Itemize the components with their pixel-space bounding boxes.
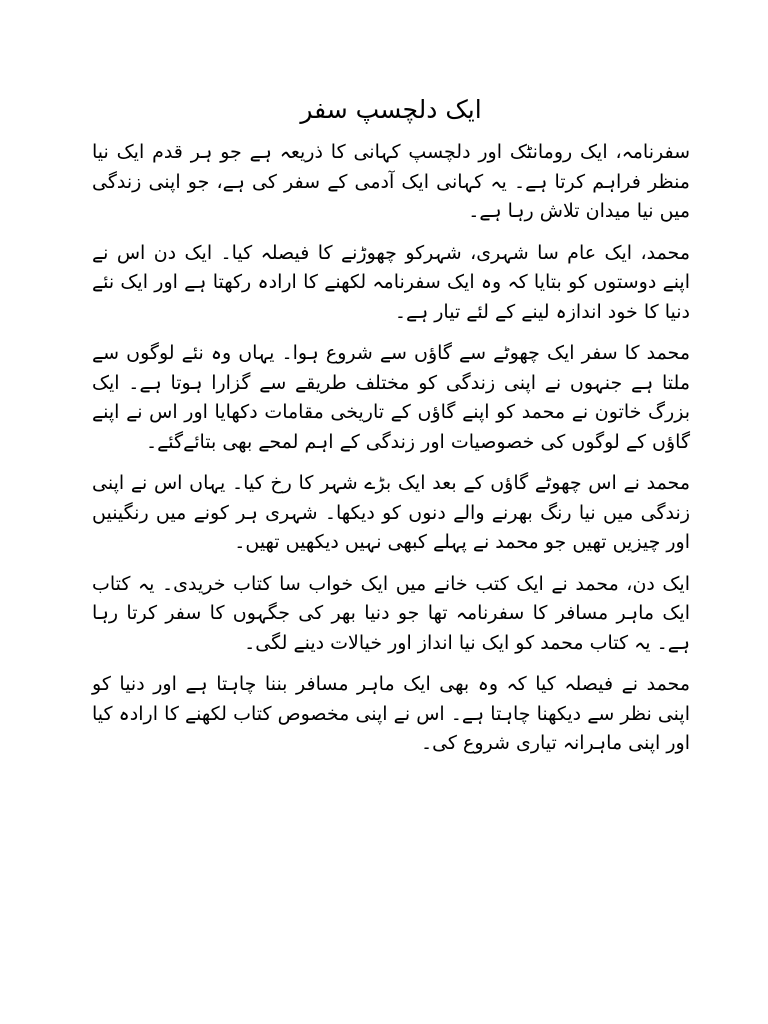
paragraph-3: محمد کا سفر ایک چھوٹے سے گاؤں سے شروع ہوا۔ یہاں وہ نئے لوگوں سے ملتا ہے جنہوں نے اپنی زندگی کو مختلف طریقے سے گزارا ہوتا ہے۔ ایک بزرگ خاتون نے محمد کو اپنے گاؤں کے تاریخی مقامات دکھایا اور اس نے اپنے گاؤں کے لوگوں کی خصوصیات اور زندگی کے اہم لمحے بھی بتائےگئے۔: [92, 342, 690, 453]
paragraph-5: ایک دن، محمد نے ایک کتب خانے میں ایک خواب سا کتاب خریدی۔ یہ کتاب ایک ماہر مسافر کا سفرنامہ تھا جو دنیا بھر کی جگہوں کا سفر کرتا رہا ہے۔ یہ کتاب محمد کو ایک نیا انداز اور خیالات دینے لگی۔: [92, 572, 690, 654]
document-title: ایک دلچسپ سفر: [300, 95, 482, 124]
paragraph-2: محمد، ایک عام سا شہری، شہرکو چھوڑنے کا فیصلہ کیا۔ ایک دن اس نے اپنے دوستوں کو بتایا کہ وہ ایک سفرنامہ لکھنے کا ارادہ رکھتا ہے اور ایک نئے دنیا کا خود اندازہ لینے کے لئے تیار ہے۔: [92, 241, 690, 323]
paragraph-6: محمد نے فیصلہ کیا کہ وہ بھی ایک ماہر مسافر بننا چاہتا ہے اور دنیا کو اپنی نظر سے دیکھنا چاہتا ہے۔ اس نے اپنی مخصوص کتاب لکھنے کا ارادہ کیا اور اپنی ماہرانہ تیاری شروع کی۔: [92, 673, 690, 754]
paragraph-4: محمد نے اس چھوٹے گاؤں کے بعد ایک بڑے شہر کا رخ کیا۔ یہاں اس نے اپنی زندگی میں نیا رنگ بھرنے والے دنوں کو دیکھا۔ شہری ہر کونے میں رنگینیں اور چیزیں تھیں جو محمد نے پہلے کبھی نہیں دیکھیں تھیں۔: [92, 472, 690, 553]
paragraph-1: سفرنامہ، ایک رومانٹک اور دلچسپ کہانی کا ذریعہ ہے جو ہر قدم ایک نیا منظر فراہم کرتا ہے۔ یہ کہانی ایک آدمی کے سفر کی ہے، جو اپنی زندگی میں نیا میدان تلاش رہا ہے۔: [92, 141, 690, 222]
